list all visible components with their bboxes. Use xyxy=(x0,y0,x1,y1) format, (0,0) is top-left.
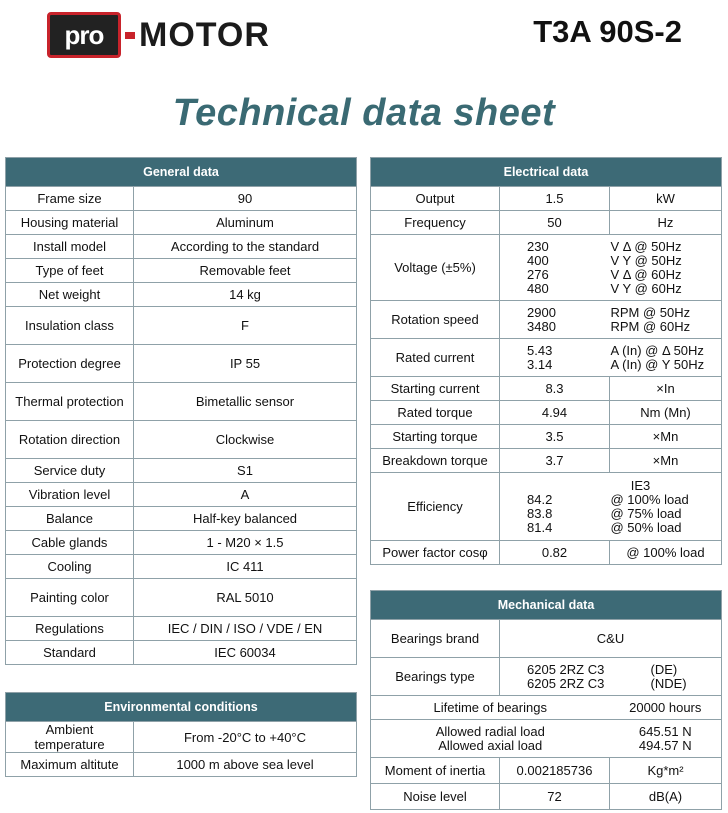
general-row-label: Standard xyxy=(6,641,134,665)
mechanical-data-table xyxy=(370,590,722,810)
bearings-brand-value: C&U xyxy=(500,620,722,658)
current-values xyxy=(500,339,722,377)
power-factor-value: 0.82 xyxy=(500,541,610,565)
general-row-label: Housing material xyxy=(6,211,134,235)
general-row-value: Bimetallic sensor xyxy=(134,383,357,421)
starting-torque-label: Starting torque xyxy=(371,425,500,449)
general-row-value: IP 55 xyxy=(134,345,357,383)
general-row-label: Protection degree xyxy=(6,345,134,383)
general-data-table xyxy=(5,157,357,665)
rated-torque-value: 4.94 xyxy=(500,401,610,425)
general-row-label: Install model xyxy=(6,235,134,259)
general-row-value: 1 - M20 × 1.5 xyxy=(134,531,357,555)
noise-label: Noise level xyxy=(371,784,500,810)
row-label: Maximum altitute xyxy=(6,753,134,777)
speed-values xyxy=(500,301,722,339)
speed-unit: RPM @ 60Hz xyxy=(610,318,691,334)
general-row-value: IC 411 xyxy=(134,555,357,579)
general-row xyxy=(6,555,357,579)
general-row-label: Regulations xyxy=(6,617,134,641)
current-unit: A (In) @ Δ 50Hz xyxy=(610,342,704,358)
current-unit: A (In) @ Y 50Hz xyxy=(610,356,705,372)
speed-unit: RPM @ 50Hz xyxy=(610,304,691,320)
starting-current-unit: ×In xyxy=(610,377,722,401)
speed-value: 2900 xyxy=(527,304,556,320)
general-row-value: S1 xyxy=(134,459,357,483)
axial-load-label: Allowed axial load xyxy=(438,737,543,753)
model-number: T3A 90S-2 xyxy=(533,14,682,49)
voltage-value: 230 xyxy=(527,238,549,254)
general-row xyxy=(6,345,357,383)
general-row-value: IEC 60034 xyxy=(134,641,357,665)
page-title: Technical data sheet xyxy=(172,92,556,134)
frequency-value: 50 xyxy=(500,211,610,235)
power-factor-label: Power factor cosφ xyxy=(371,541,500,565)
voltage-value: 480 xyxy=(527,280,549,296)
efficiency-label: Efficiency xyxy=(371,473,500,541)
power-factor-unit: @ 100% load xyxy=(610,541,722,565)
voltage-unit: V Y @ 50Hz xyxy=(610,252,682,268)
starting-current-value: 8.3 xyxy=(500,377,610,401)
bearings-type-label: Bearings type xyxy=(371,658,500,696)
general-row xyxy=(6,421,357,459)
voltage-unit: V Δ @ 50Hz xyxy=(610,238,682,254)
frequency-unit: Hz xyxy=(610,211,722,235)
general-row-label: Type of feet xyxy=(6,259,134,283)
general-row-label: Service duty xyxy=(6,459,134,483)
noise-unit: dB(A) xyxy=(610,784,722,810)
rated-torque-unit: Nm (Mn) xyxy=(610,401,722,425)
radial-load-value: 645.51 N xyxy=(638,723,692,739)
voltage-unit: V Y @ 60Hz xyxy=(610,280,682,296)
logo-dash xyxy=(125,32,135,39)
general-row xyxy=(6,307,357,345)
general-row-value: Half-key balanced xyxy=(134,507,357,531)
efficiency-value: 83.8 xyxy=(527,505,553,521)
general-row-value: 14 kg xyxy=(134,283,357,307)
general-row xyxy=(6,211,357,235)
general-row-value: Removable feet xyxy=(134,259,357,283)
loads-labels xyxy=(371,720,610,758)
brand-logo xyxy=(47,12,270,58)
logo-badge xyxy=(47,12,121,58)
general-row xyxy=(6,617,357,641)
efficiency-class: IE3 xyxy=(630,477,651,493)
bearing-position: (DE) xyxy=(650,661,678,677)
output-value: 1.5 xyxy=(500,187,610,211)
logo-wordmark: MOTOR xyxy=(139,15,270,54)
efficiency-value: 81.4 xyxy=(527,519,553,535)
voltage-values xyxy=(500,235,722,301)
current-value: 3.14 xyxy=(527,356,553,372)
row-value: From -20°C to +40°C xyxy=(134,722,357,753)
general-row-label: Thermal protection xyxy=(6,383,134,421)
mechanical-data-header: Mechanical data xyxy=(371,591,722,620)
lifetime-label: Lifetime of bearings xyxy=(371,696,610,720)
general-row xyxy=(6,235,357,259)
general-row-value: According to the standard xyxy=(134,235,357,259)
general-row-label: Vibration level xyxy=(6,483,134,507)
logo-badge-text: pro xyxy=(64,19,104,50)
inertia-unit: Kg*m² xyxy=(610,758,722,784)
general-row-value: A xyxy=(134,483,357,507)
output-unit: kW xyxy=(610,187,722,211)
general-data-header: General data xyxy=(6,158,357,187)
speed-value: 3480 xyxy=(527,318,556,334)
general-row xyxy=(6,259,357,283)
general-row xyxy=(6,507,357,531)
general-row-label: Rotation direction xyxy=(6,421,134,459)
bearing-position: (NDE) xyxy=(650,675,687,691)
general-row xyxy=(6,579,357,617)
general-row-label: Net weight xyxy=(6,283,134,307)
efficiency-unit: @ 50% load xyxy=(610,519,682,535)
starting-torque-unit: ×Mn xyxy=(610,425,722,449)
environment-header: Environmental conditions xyxy=(6,693,357,722)
voltage-value: 400 xyxy=(527,252,549,268)
voltage-value: 276 xyxy=(527,266,549,282)
general-row xyxy=(6,641,357,665)
lifetime-value: 20000 hours xyxy=(610,696,722,720)
electrical-data-header: Electrical data xyxy=(371,158,722,187)
efficiency-unit: @ 100% load xyxy=(610,491,689,507)
general-row-value: RAL 5010 xyxy=(134,579,357,617)
current-value: 5.43 xyxy=(527,342,553,358)
general-row-value: F xyxy=(134,307,357,345)
voltage-unit: V Δ @ 60Hz xyxy=(610,266,682,282)
general-row-label: Cooling xyxy=(6,555,134,579)
breakdown-torque-value: 3.7 xyxy=(500,449,610,473)
row-label: Ambient temperature xyxy=(6,722,134,753)
output-label: Output xyxy=(371,187,500,211)
starting-current-label: Starting current xyxy=(371,377,500,401)
loads-values xyxy=(610,720,722,758)
general-row-value: 90 xyxy=(134,187,357,211)
breakdown-torque-unit: ×Mn xyxy=(610,449,722,473)
noise-value: 72 xyxy=(500,784,610,810)
row-value: 1000 m above sea level xyxy=(134,753,357,777)
bearings-brand-label: Bearings brand xyxy=(371,620,500,658)
general-row-label: Insulation class xyxy=(6,307,134,345)
bearings-type-values xyxy=(500,658,722,696)
bearing-model: 6205 2RZ C3 xyxy=(527,661,605,677)
general-row xyxy=(6,187,357,211)
axial-load-value: 494.57 N xyxy=(638,737,692,753)
general-row xyxy=(6,531,357,555)
rated-torque-label: Rated torque xyxy=(371,401,500,425)
current-label: Rated current xyxy=(371,339,500,377)
general-row-value: Clockwise xyxy=(134,421,357,459)
general-row-label: Painting color xyxy=(6,579,134,617)
inertia-label: Moment of inertia xyxy=(371,758,500,784)
efficiency-value: 84.2 xyxy=(527,491,553,507)
general-row xyxy=(6,283,357,307)
bearing-model: 6205 2RZ C3 xyxy=(527,675,605,691)
general-row-value: Aluminum xyxy=(134,211,357,235)
inertia-value: 0.002185736 xyxy=(500,758,610,784)
general-row-label: Balance xyxy=(6,507,134,531)
general-row-label: Frame size xyxy=(6,187,134,211)
general-row xyxy=(6,483,357,507)
electrical-data-table xyxy=(370,157,722,565)
general-row xyxy=(6,459,357,483)
general-row-value: IEC / DIN / ISO / VDE / EN xyxy=(134,617,357,641)
general-row xyxy=(6,383,357,421)
general-row-label: Cable glands xyxy=(6,531,134,555)
radial-load-label: Allowed radial load xyxy=(435,723,545,739)
speed-label: Rotation speed xyxy=(371,301,500,339)
efficiency-unit: @ 75% load xyxy=(610,505,682,521)
environment-table xyxy=(5,692,357,777)
voltage-label: Voltage (±5%) xyxy=(371,235,500,301)
starting-torque-value: 3.5 xyxy=(500,425,610,449)
breakdown-torque-label: Breakdown torque xyxy=(371,449,500,473)
efficiency-values xyxy=(500,473,722,541)
frequency-label: Frequency xyxy=(371,211,500,235)
